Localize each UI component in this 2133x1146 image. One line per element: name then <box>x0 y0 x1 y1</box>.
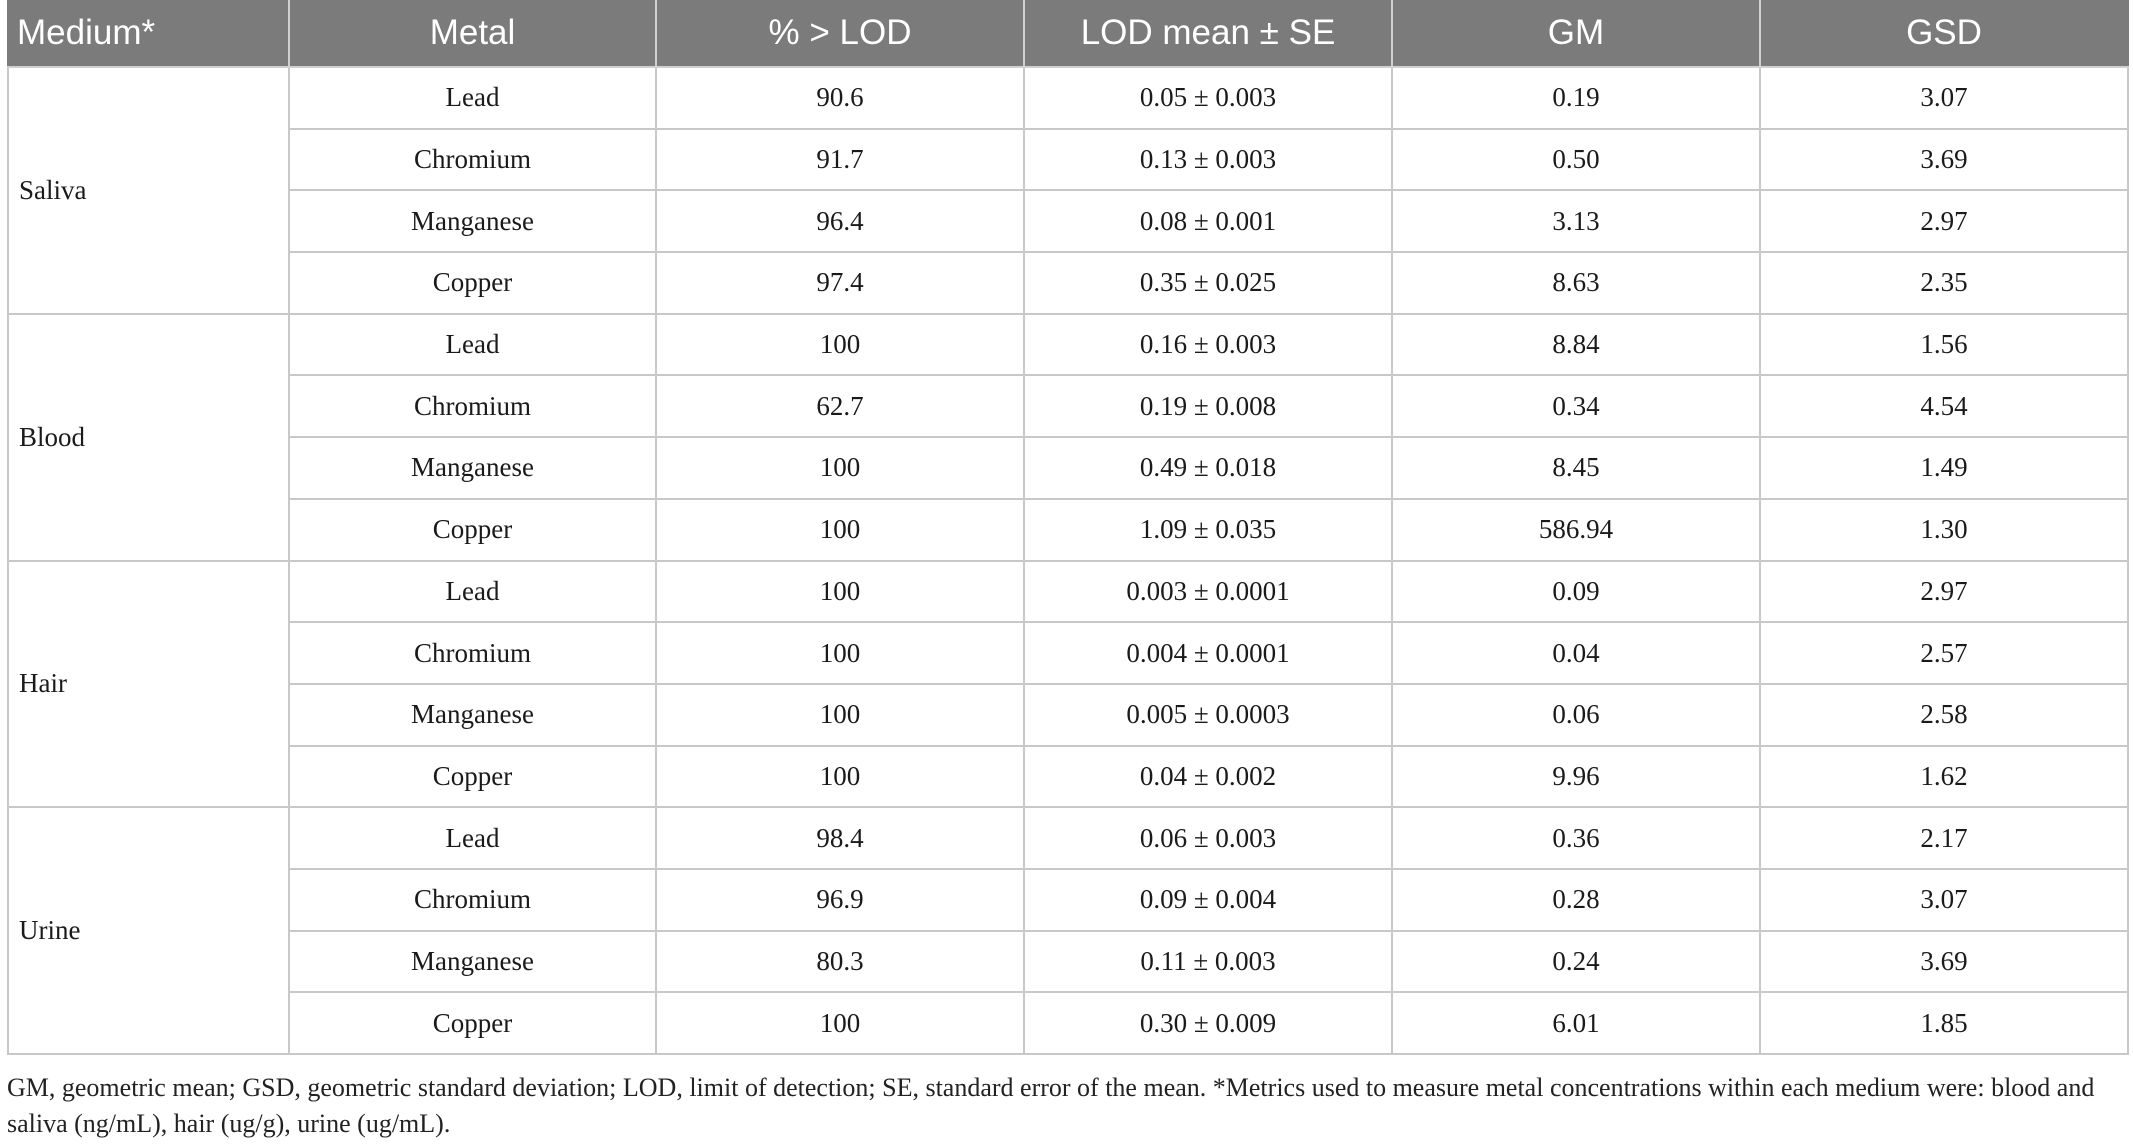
gm-cell: 0.06 <box>1392 684 1760 746</box>
gm-cell: 0.04 <box>1392 622 1760 684</box>
gsd-cell: 1.85 <box>1760 992 2128 1054</box>
table-footnote: GM, geometric mean; GSD, geometric standard deviation; LOD, limit of detection; SE, standard error of the mean. *Metrics used to measure metal concentrations within each medium were: blood and saliva (ng/mL), hair (ug/g), urine (ug/mL). <box>7 1073 2095 1138</box>
lod-mean-se-cell: 0.13 ± 0.003 <box>1024 129 1392 191</box>
metal-cell: Copper <box>289 992 656 1054</box>
table-row <box>8 252 2128 314</box>
lod-mean-se-cell: 0.49 ± 0.018 <box>1024 437 1392 499</box>
lod-mean-se-cell: 1.09 ± 0.035 <box>1024 499 1392 561</box>
lod-mean-se-cell: 0.05 ± 0.003 <box>1024 67 1392 129</box>
gsd-cell: 2.35 <box>1760 252 2128 314</box>
gm-cell: 0.28 <box>1392 869 1760 931</box>
table-row <box>8 375 2128 437</box>
lod-mean-se-cell: 0.09 ± 0.004 <box>1024 869 1392 931</box>
gsd-cell: 1.30 <box>1760 499 2128 561</box>
gsd-cell: 3.07 <box>1760 67 2128 129</box>
lod-mean-se-cell: 0.08 ± 0.001 <box>1024 190 1392 252</box>
gm-cell: 0.34 <box>1392 375 1760 437</box>
gm-cell: 8.84 <box>1392 314 1760 376</box>
pct-lod-cell: 80.3 <box>656 931 1024 993</box>
table-row <box>8 314 2128 376</box>
table-row <box>8 67 2128 129</box>
metal-cell: Chromium <box>289 869 656 931</box>
gsd-cell: 1.49 <box>1760 437 2128 499</box>
pct-lod-cell: 100 <box>656 314 1024 376</box>
metal-cell: Lead <box>289 314 656 376</box>
pct-lod-cell: 62.7 <box>656 375 1024 437</box>
gsd-cell: 2.58 <box>1760 684 2128 746</box>
metal-cell: Copper <box>289 746 656 808</box>
gm-cell: 586.94 <box>1392 499 1760 561</box>
gm-cell: 0.09 <box>1392 561 1760 623</box>
table-row <box>8 437 2128 499</box>
gm-cell: 0.19 <box>1392 67 1760 129</box>
table-row <box>8 931 2128 993</box>
gsd-cell: 3.69 <box>1760 931 2128 993</box>
gsd-cell: 4.54 <box>1760 375 2128 437</box>
metal-cell: Lead <box>289 561 656 623</box>
table-row <box>8 622 2128 684</box>
header-row <box>8 0 2128 67</box>
header-gsd: GSD <box>1760 0 2128 67</box>
metal-cell: Lead <box>289 807 656 869</box>
lod-mean-se-cell: 0.35 ± 0.025 <box>1024 252 1392 314</box>
lod-mean-se-cell: 0.005 ± 0.0003 <box>1024 684 1392 746</box>
gsd-cell: 3.69 <box>1760 129 2128 191</box>
metal-cell: Manganese <box>289 437 656 499</box>
table-header <box>8 0 2128 67</box>
gm-cell: 8.63 <box>1392 252 1760 314</box>
table-body <box>8 67 2128 1054</box>
table-row <box>8 561 2128 623</box>
header-metal: Metal <box>289 0 656 67</box>
pct-lod-cell: 91.7 <box>656 129 1024 191</box>
gm-cell: 0.36 <box>1392 807 1760 869</box>
gsd-cell: 2.57 <box>1760 622 2128 684</box>
medium-cell: Blood <box>8 314 289 561</box>
header-medium: Medium* <box>8 0 289 67</box>
medium-cell: Hair <box>8 561 289 808</box>
table-row <box>8 807 2128 869</box>
metal-cell: Manganese <box>289 931 656 993</box>
pct-lod-cell: 96.4 <box>656 190 1024 252</box>
lod-mean-se-cell: 0.19 ± 0.008 <box>1024 375 1392 437</box>
gsd-cell: 3.07 <box>1760 869 2128 931</box>
pct-lod-cell: 100 <box>656 746 1024 808</box>
metal-cell: Lead <box>289 67 656 129</box>
table-row <box>8 499 2128 561</box>
pct-lod-cell: 100 <box>656 561 1024 623</box>
lod-mean-se-cell: 0.003 ± 0.0001 <box>1024 561 1392 623</box>
table-row <box>8 746 2128 808</box>
gm-cell: 0.50 <box>1392 129 1760 191</box>
gsd-cell: 2.97 <box>1760 561 2128 623</box>
pct-lod-cell: 100 <box>656 992 1024 1054</box>
lod-mean-se-cell: 0.16 ± 0.003 <box>1024 314 1392 376</box>
pct-lod-cell: 100 <box>656 622 1024 684</box>
medium-cell: Urine <box>8 807 289 1054</box>
lod-mean-se-cell: 0.06 ± 0.003 <box>1024 807 1392 869</box>
lod-mean-se-cell: 0.04 ± 0.002 <box>1024 746 1392 808</box>
medium-cell: Saliva <box>8 67 289 314</box>
gsd-cell: 1.62 <box>1760 746 2128 808</box>
gsd-cell: 2.97 <box>1760 190 2128 252</box>
gm-cell: 0.24 <box>1392 931 1760 993</box>
metal-cell: Manganese <box>289 684 656 746</box>
lod-mean-se-cell: 0.004 ± 0.0001 <box>1024 622 1392 684</box>
metal-cell: Chromium <box>289 622 656 684</box>
metal-concentration-table <box>7 0 2129 1055</box>
table-row <box>8 129 2128 191</box>
table-row <box>8 869 2128 931</box>
metal-cell: Manganese <box>289 190 656 252</box>
metal-cell: Copper <box>289 499 656 561</box>
gm-cell: 9.96 <box>1392 746 1760 808</box>
table-row <box>8 992 2128 1054</box>
table-row <box>8 190 2128 252</box>
header-gm: GM <box>1392 0 1760 67</box>
pct-lod-cell: 98.4 <box>656 807 1024 869</box>
pct-lod-cell: 96.9 <box>656 869 1024 931</box>
metal-cell: Copper <box>289 252 656 314</box>
gm-cell: 3.13 <box>1392 190 1760 252</box>
gsd-cell: 2.17 <box>1760 807 2128 869</box>
pct-lod-cell: 100 <box>656 684 1024 746</box>
header-pct-lod: % > LOD <box>656 0 1024 67</box>
pct-lod-cell: 97.4 <box>656 252 1024 314</box>
gsd-cell: 1.56 <box>1760 314 2128 376</box>
table-container <box>7 0 2127 1055</box>
gm-cell: 8.45 <box>1392 437 1760 499</box>
metal-cell: Chromium <box>289 129 656 191</box>
pct-lod-cell: 90.6 <box>656 67 1024 129</box>
pct-lod-cell: 100 <box>656 499 1024 561</box>
lod-mean-se-cell: 0.30 ± 0.009 <box>1024 992 1392 1054</box>
table-row <box>8 684 2128 746</box>
header-lod-mean-se: LOD mean ± SE <box>1024 0 1392 67</box>
lod-mean-se-cell: 0.11 ± 0.003 <box>1024 931 1392 993</box>
gm-cell: 6.01 <box>1392 992 1760 1054</box>
metal-cell: Chromium <box>289 375 656 437</box>
pct-lod-cell: 100 <box>656 437 1024 499</box>
